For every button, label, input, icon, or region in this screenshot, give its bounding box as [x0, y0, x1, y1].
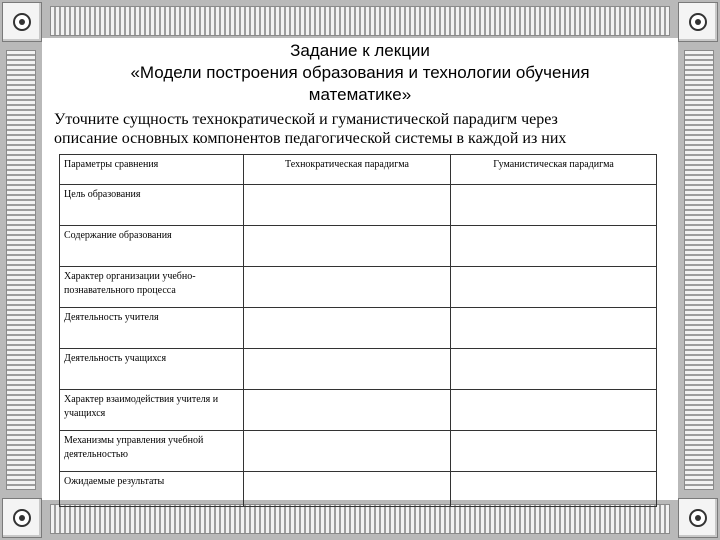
frame-bottom-border	[50, 504, 670, 534]
row-label: Характер взаимодействия учителя и учащихся	[60, 390, 244, 431]
task-text-line-1: Уточните сущность технократической и гуманистической парадигм через	[54, 111, 558, 128]
slide-panel	[42, 38, 678, 500]
humanistic-cell	[451, 349, 657, 390]
ring-icon	[13, 13, 31, 31]
technocratic-cell	[244, 431, 451, 472]
humanistic-cell	[451, 226, 657, 267]
humanistic-cell	[451, 472, 657, 507]
row-label: Характер организации учебно-познавательного процесса	[60, 267, 244, 308]
table-row	[60, 226, 657, 267]
ring-icon	[689, 13, 707, 31]
header-parameters: Параметры сравнения	[60, 155, 244, 185]
table-row	[60, 185, 657, 226]
humanistic-cell	[451, 431, 657, 472]
corner-ornament-bottom-right	[678, 498, 718, 538]
row-label: Механизмы управления учебной деятельностью	[60, 431, 244, 472]
row-label: Содержание образования	[60, 226, 244, 267]
row-label: Цель образования	[60, 185, 244, 226]
humanistic-cell	[451, 308, 657, 349]
table-row	[60, 267, 657, 308]
ring-icon	[689, 509, 707, 527]
title-line-1: Задание к лекции	[290, 41, 430, 60]
row-label: Деятельность учителя	[60, 308, 244, 349]
comparison-table	[59, 154, 657, 507]
task-text	[54, 110, 674, 148]
table-row	[60, 472, 657, 507]
table-row	[60, 390, 657, 431]
technocratic-cell	[244, 185, 451, 226]
ring-icon	[13, 509, 31, 527]
frame-top-border	[50, 6, 670, 36]
task-text-line-2: описание основных компонентов педагогической системы в каждой из них	[54, 130, 567, 147]
frame-left-border	[6, 50, 36, 490]
table-row	[60, 431, 657, 472]
technocratic-cell	[244, 349, 451, 390]
table-row	[60, 349, 657, 390]
title-line-3: математике»	[308, 85, 412, 104]
row-label: Деятельность учащихся	[60, 349, 244, 390]
technocratic-cell	[244, 308, 451, 349]
technocratic-cell	[244, 226, 451, 267]
frame-right-border	[684, 50, 714, 490]
humanistic-cell	[451, 390, 657, 431]
corner-ornament-bottom-left	[2, 498, 42, 538]
humanistic-cell	[451, 267, 657, 308]
technocratic-cell	[244, 390, 451, 431]
technocratic-cell	[244, 267, 451, 308]
header-humanistic: Гуманистическая парадигма	[451, 155, 657, 185]
header-technocratic: Технократическая парадигма	[244, 155, 451, 185]
corner-ornament-top-right	[678, 2, 718, 42]
row-label: Ожидаемые результаты	[60, 472, 244, 507]
title-line-2: «Модели построения образования и технологии обучения	[130, 63, 590, 82]
slide-title	[42, 40, 678, 106]
corner-ornament-top-left	[2, 2, 42, 42]
humanistic-cell	[451, 185, 657, 226]
table-row	[60, 308, 657, 349]
table-header-row	[60, 155, 657, 185]
technocratic-cell	[244, 472, 451, 507]
